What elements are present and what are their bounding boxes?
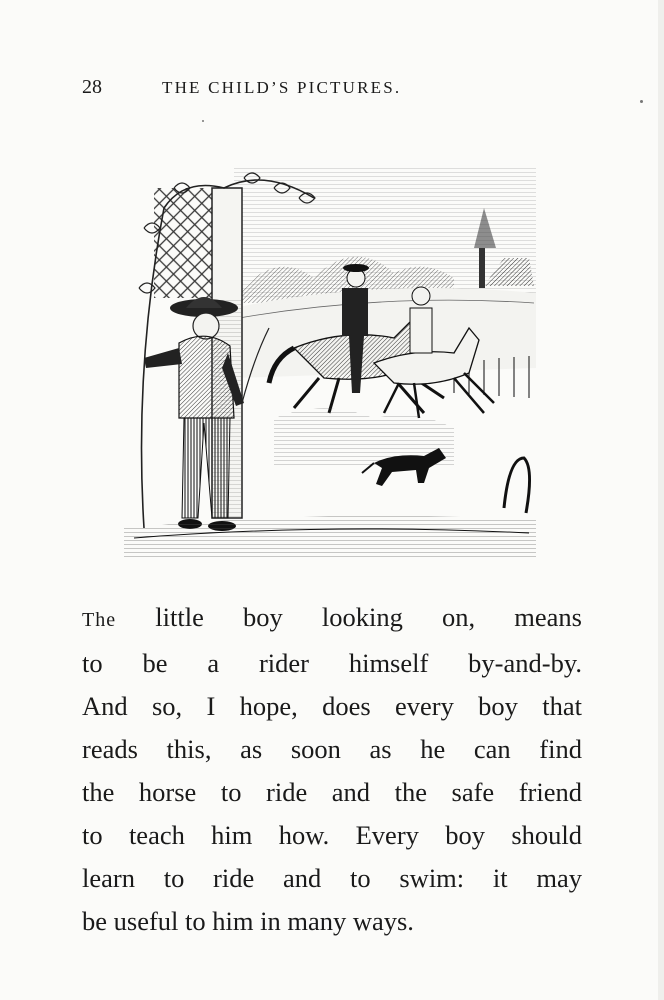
body-line: reads this, as soon as he can find xyxy=(82,734,582,764)
body-line: the horse to ride and the safe friend xyxy=(82,777,582,807)
page-header xyxy=(82,76,502,99)
body-text xyxy=(82,596,582,943)
body-line: to be a rider himself by-and-by. xyxy=(82,648,582,678)
body-line: The little boy looking on, means xyxy=(82,602,582,632)
engraving-illustration xyxy=(124,168,536,560)
body-line: learn to ride and to swim: it may xyxy=(82,863,582,893)
body-line: And so, I hope, does every boy that xyxy=(82,691,582,721)
page-number: 28 xyxy=(82,76,102,98)
body-line: be useful to him in many ways. xyxy=(82,906,414,936)
paper-speck xyxy=(640,100,643,103)
body-line: to teach him how. Every boy should xyxy=(82,820,582,850)
drop-word: The xyxy=(82,609,117,631)
page-edge xyxy=(658,0,664,1000)
running-head: THE CHILD’S PICTURES. xyxy=(162,78,402,97)
paper-speck xyxy=(202,120,204,122)
engraving-boy-watching-riders-icon xyxy=(124,168,536,560)
